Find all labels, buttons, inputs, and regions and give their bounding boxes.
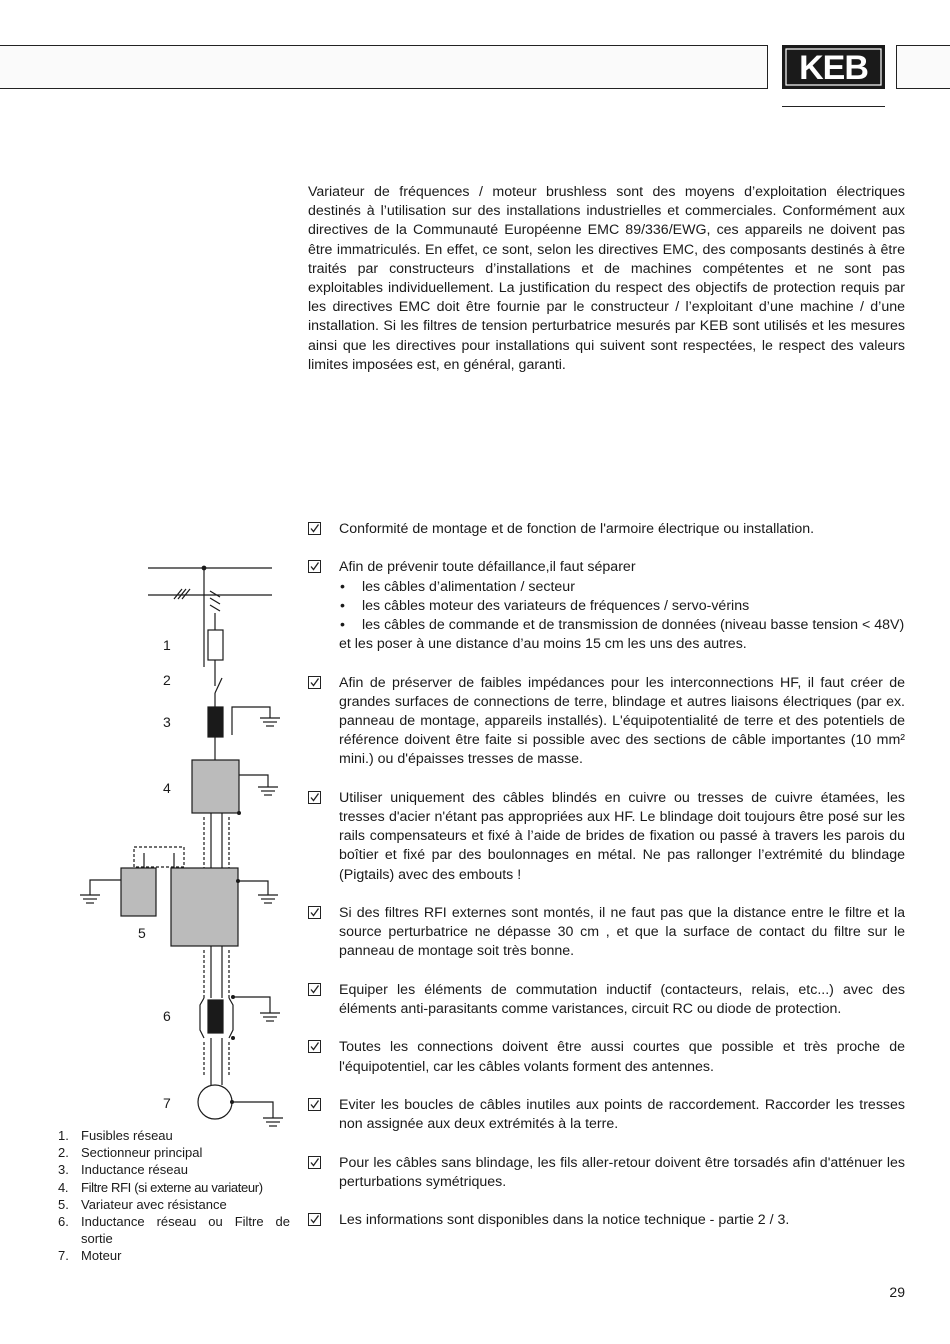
- frequency-inverter: [171, 868, 238, 946]
- line-inductance: [208, 707, 223, 737]
- rfi-filter: [192, 760, 239, 813]
- motor: [198, 1085, 232, 1119]
- checkbox-icon: [308, 1040, 321, 1053]
- checklist-item: [308, 904, 905, 962]
- keb-logo: [782, 45, 885, 89]
- checkbox-icon: [308, 676, 321, 689]
- bullet-text: les câbles moteur des variateurs de fréquences / servo-vérins: [362, 597, 750, 614]
- legend-text: Inductance réseau ou Filtre de sortie: [81, 1214, 290, 1247]
- intro-paragraph: Variateur de fréquences / moteur brushless sont des moyens d’exploitation électriques destinés à l’utilisation sur des installations industrielles et commerciales. Conformément aux directives de la Communauté Européenne EMC 89/336/EWG, ces appareils ne doivent pas être immatriculés. En effet, ce sont, selon les directives EMC, des composants destinés à être traités par constructeurs d’installations et de machines compétentes et ne sont pas exploitables individuellement. La justification du respect des objectifs de protection requis par les directives EMC doit être fournie par le constructeur / l’exploitant d’une machine / d’une installation. Si les filtres de tension perturbatrice mesurés par KEB sont utilisés et les mesures ainsi que les directives pour installations qui suivent sont respectées, le respect des valeurs limites imposées est, en général, garanti.: [308, 184, 905, 373]
- legend-item: [58, 1161, 290, 1178]
- legend-item: [58, 1179, 290, 1196]
- checkbox-icon: [308, 791, 321, 804]
- logo-underline: [782, 106, 885, 107]
- bullet-text: les câbles d’alimentation / secteur: [362, 578, 575, 595]
- legend-text: Filtre RFI (si externe au variateur): [81, 1179, 263, 1195]
- checklist-item: [308, 1038, 905, 1076]
- diagram-label: 5: [138, 925, 146, 941]
- legend-number: 5.: [58, 1196, 69, 1212]
- legend-number: 2.: [58, 1145, 69, 1161]
- bullet-icon: •: [340, 617, 345, 633]
- legend-number: 7.: [58, 1248, 69, 1264]
- fuse: [208, 630, 223, 660]
- header-bar: [0, 45, 768, 89]
- checklist-text: Afin de préserver de faibles impédances pour les interconnections HF, il faut créer de grandes surfaces de connections de terre, blindage et autres liaisons électriques (par ex. panneau de montage, appareils installés). L'équipotentialité de terre et des potentiels de référence doivent être faite si possible avec des sections de câble importantes (10 mm² mini.) ou d'épaisses tresses de masse.: [339, 674, 905, 768]
- legend-text: Inductance réseau: [81, 1162, 188, 1178]
- checkbox-icon: [308, 906, 321, 919]
- page-number: 29: [889, 1284, 905, 1300]
- checklist-text: Conformité de montage et de fonction de l'armoire électrique ou installation.: [339, 521, 815, 537]
- checklist-text-after: et les poser à une distance d’au moins 15 cm les uns des autres.: [339, 636, 747, 653]
- checkbox-icon: [308, 1098, 321, 1111]
- diagram-label: 2: [163, 672, 171, 688]
- checklist-item: [308, 789, 905, 885]
- legend-item: [58, 1213, 290, 1247]
- checklist-item: [308, 520, 905, 539]
- wiring-diagram: [70, 555, 300, 1135]
- checklist-text: Eviter les boucles de câbles inutiles aux points de raccordement. Raccorder les tresses non assignée aux deux extrémités à la terre.: [339, 1096, 905, 1133]
- legend-text: Sectionneur principal: [81, 1145, 203, 1161]
- resistor-shield: [134, 847, 184, 867]
- diagram-label: 6: [163, 1008, 171, 1024]
- legend-number: 6.: [58, 1214, 69, 1230]
- bullet-text: les câbles de commande et de transmission de données (niveau basse tension < 48V): [362, 617, 905, 633]
- bullet-icon: •: [340, 597, 345, 614]
- bullet-item: [340, 597, 905, 616]
- checklist-text: Si des filtres RFI externes sont montés, il ne faut pas que la distance entre le filtre et la source perturbatrice ne dépasse 30 cm , et que la surface de contact du filtre sur le panneau de montage soit très bonne.: [339, 905, 905, 960]
- legend-number: 4.: [58, 1179, 69, 1195]
- checklist-item: [308, 981, 905, 1019]
- legend-text: Moteur: [81, 1248, 122, 1264]
- checklist-item: [308, 558, 905, 654]
- legend-item: [58, 1127, 290, 1144]
- diagram-label: 4: [163, 780, 171, 796]
- legend-text: Fusibles réseau: [81, 1128, 173, 1143]
- checklist-text: Les informations sont disponibles dans la notice technique - partie 2 / 3.: [339, 1212, 790, 1229]
- svg-text:KEB: KEB: [799, 49, 868, 87]
- main-disconnector: [215, 678, 222, 693]
- diagram-label: 7: [163, 1095, 171, 1111]
- diagram-label: 1: [163, 637, 171, 653]
- bullet-item: [340, 578, 905, 597]
- diagram-label: 3: [163, 714, 171, 730]
- checkbox-icon: [308, 1213, 321, 1226]
- checklist-text: Equiper les éléments de commutation inductif (contacteurs, relais, etc...) avec des éléments anti-parasitants comme varistances, circuit RC ou diode de protection.: [339, 981, 905, 1017]
- output-inductance: [208, 1000, 223, 1033]
- checklist-text: Pour les câbles sans blindage, les fils aller-retour doivent être torsadés afin d'atténuer les perturbations symétriques.: [339, 1154, 905, 1190]
- checklist-text: Afin de prévenir toute défaillance,il faut séparer: [339, 559, 636, 576]
- bullet-item: [340, 616, 905, 635]
- emc-checklist: [308, 520, 905, 1250]
- header-bar-right: [896, 45, 950, 89]
- checklist-item: [308, 1096, 905, 1134]
- legend-number: 3.: [58, 1162, 69, 1178]
- bullet-icon: •: [340, 578, 345, 595]
- diagram-legend: [58, 1127, 290, 1265]
- checkbox-icon: [308, 983, 321, 996]
- checklist-text: Toutes les connections doivent être aussi courtes que possible et très proche de l'équipotentiel, car les câbles volants forment des antennes.: [339, 1039, 905, 1075]
- brake-resistor: [121, 868, 156, 916]
- legend-number: 1.: [58, 1128, 69, 1143]
- checkbox-icon: [308, 522, 321, 535]
- legend-item: [58, 1196, 290, 1213]
- legend-item: [58, 1247, 290, 1264]
- checklist-item: [308, 1154, 905, 1192]
- legend-text: Variateur avec résistance: [81, 1196, 227, 1212]
- cable-separation-list: [339, 578, 905, 636]
- checklist-text: Utiliser uniquement des câbles blindés en cuivre ou tresses de cuivre étamées, les tresses d'acier n'étant pas appropriées aux HF. Le blindage doit toujours être posé sur les rails compensateurs et fixé à l’aide de brides de fixation ou passé à travers les parois du boîtier et fixé par des boulonnages en métal. Ne pas rallonger l’extrémité du blindage (Pigtails) avec des embouts !: [339, 789, 905, 883]
- checkbox-icon: [308, 560, 321, 573]
- checklist-item: [308, 674, 905, 770]
- checklist-item: [308, 1211, 905, 1230]
- legend-item: [58, 1144, 290, 1161]
- checkbox-icon: [308, 1156, 321, 1169]
